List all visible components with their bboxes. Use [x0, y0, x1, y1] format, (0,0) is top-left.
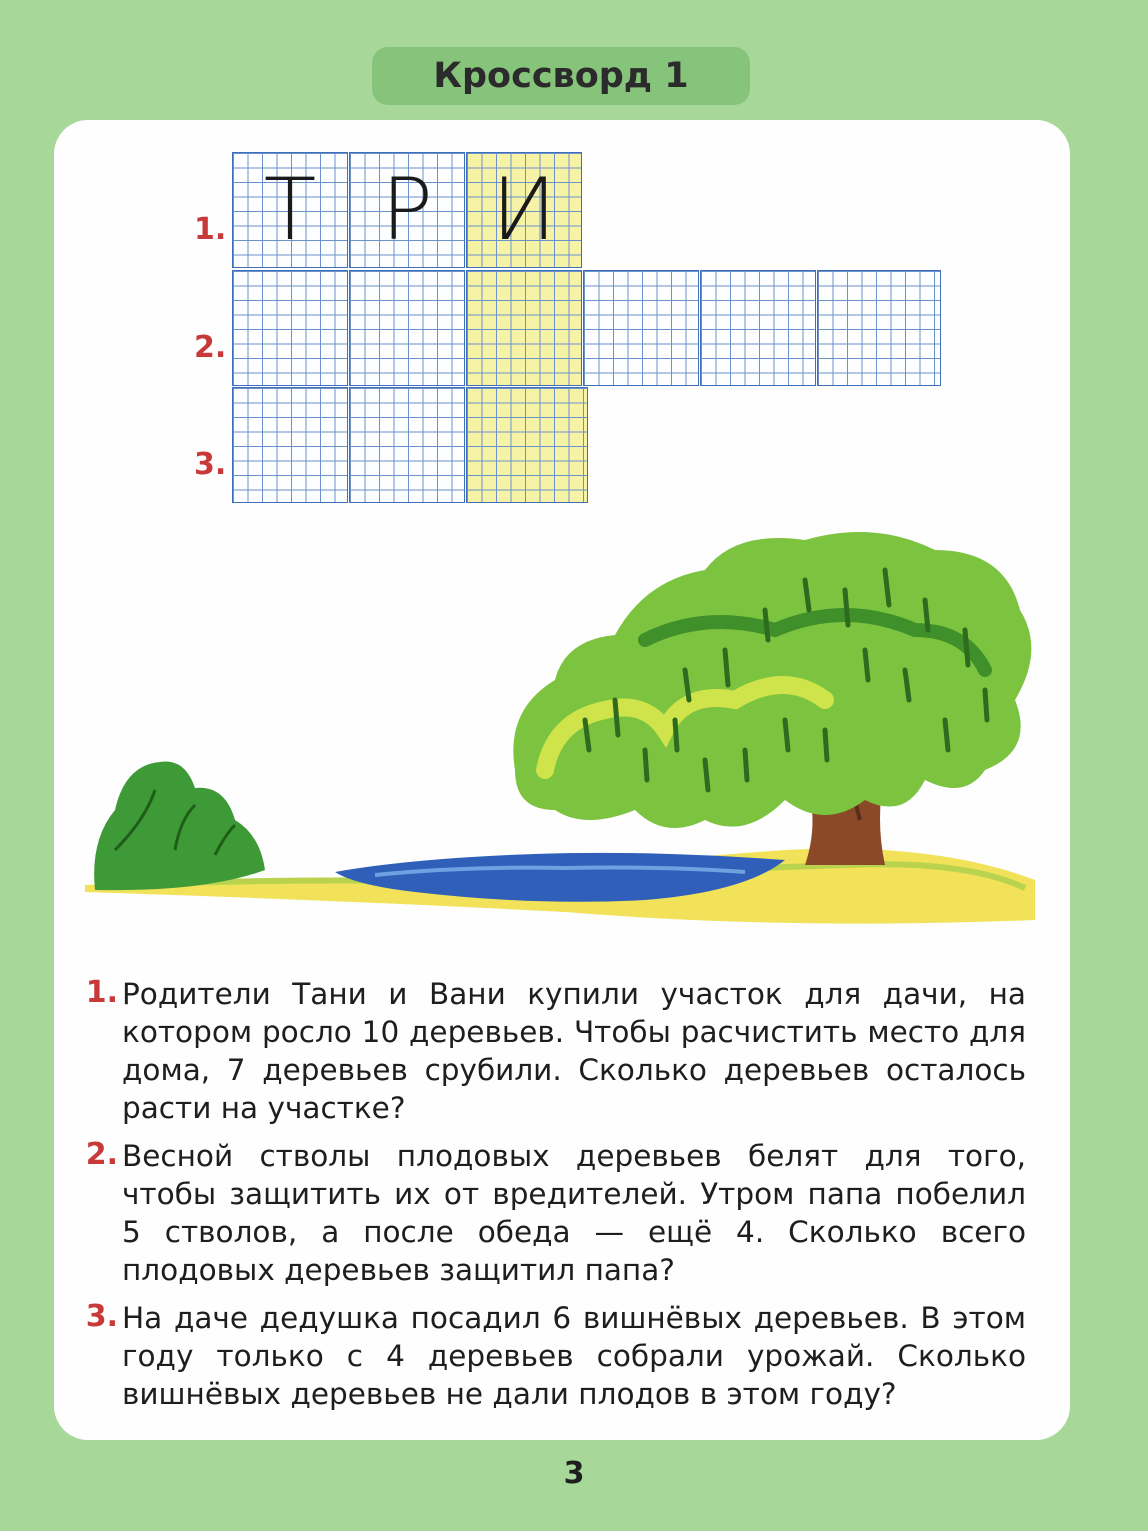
problem-text: Родители Тани и Вани купили участок для дачи, на котором росло 10 деревьев. Чтобы расчистить место для дома, 7 деревьев срубили. Сколько деревьев осталось расти на участке?: [122, 977, 1026, 1125]
problem-number: 1.: [85, 975, 118, 1010]
crossword: [0, 0, 1148, 520]
problem-number: 3.: [85, 1299, 118, 1334]
crossword-cell[interactable]: [232, 270, 348, 386]
crossword-cell[interactable]: [232, 152, 348, 268]
problem-number: 2.: [85, 1137, 118, 1172]
problem-list: [76, 975, 1026, 1423]
crossword-cell[interactable]: [349, 152, 465, 268]
crossword-cell[interactable]: [817, 270, 941, 386]
willow-tree-illustration: [85, 520, 1045, 950]
crossword-cell-key[interactable]: [466, 387, 588, 503]
cell-letter: Р: [381, 160, 433, 260]
crossword-cell-key[interactable]: [466, 270, 582, 386]
problem-text: На даче дедушка посадил 6 вишнёвых деревьев. В этом году только с 4 деревьев собрали урожай. Сколько вишнёвых деревьев не дали плодов в этом году?: [122, 1301, 1026, 1411]
row-number-2: 2.: [194, 330, 227, 365]
problem-text: Весной стволы плодовых деревьев белят для того, чтобы защитить их от вредителей. Утром папа побелил 5 стволов, а после обеда — ещё 4. Сколько всего плодовых деревьев защитил папа?: [122, 1139, 1026, 1287]
row-number-3: 3.: [194, 447, 227, 482]
cell-letter: Т: [263, 160, 317, 260]
cell-letter: И: [491, 160, 557, 260]
crossword-cell-key[interactable]: [466, 152, 582, 268]
problem-item: [76, 1137, 1026, 1289]
crossword-cell[interactable]: [349, 270, 465, 386]
crossword-cell[interactable]: [349, 387, 465, 503]
crossword-cell[interactable]: [232, 387, 348, 503]
row-number-1: 1.: [194, 212, 227, 247]
page-title: Кроссворд 1: [372, 47, 750, 105]
page-number: 3: [563, 1456, 585, 1491]
crossword-cell[interactable]: [700, 270, 816, 386]
problem-item: [76, 1299, 1026, 1413]
problem-item: [76, 975, 1026, 1127]
crossword-cell[interactable]: [583, 270, 699, 386]
